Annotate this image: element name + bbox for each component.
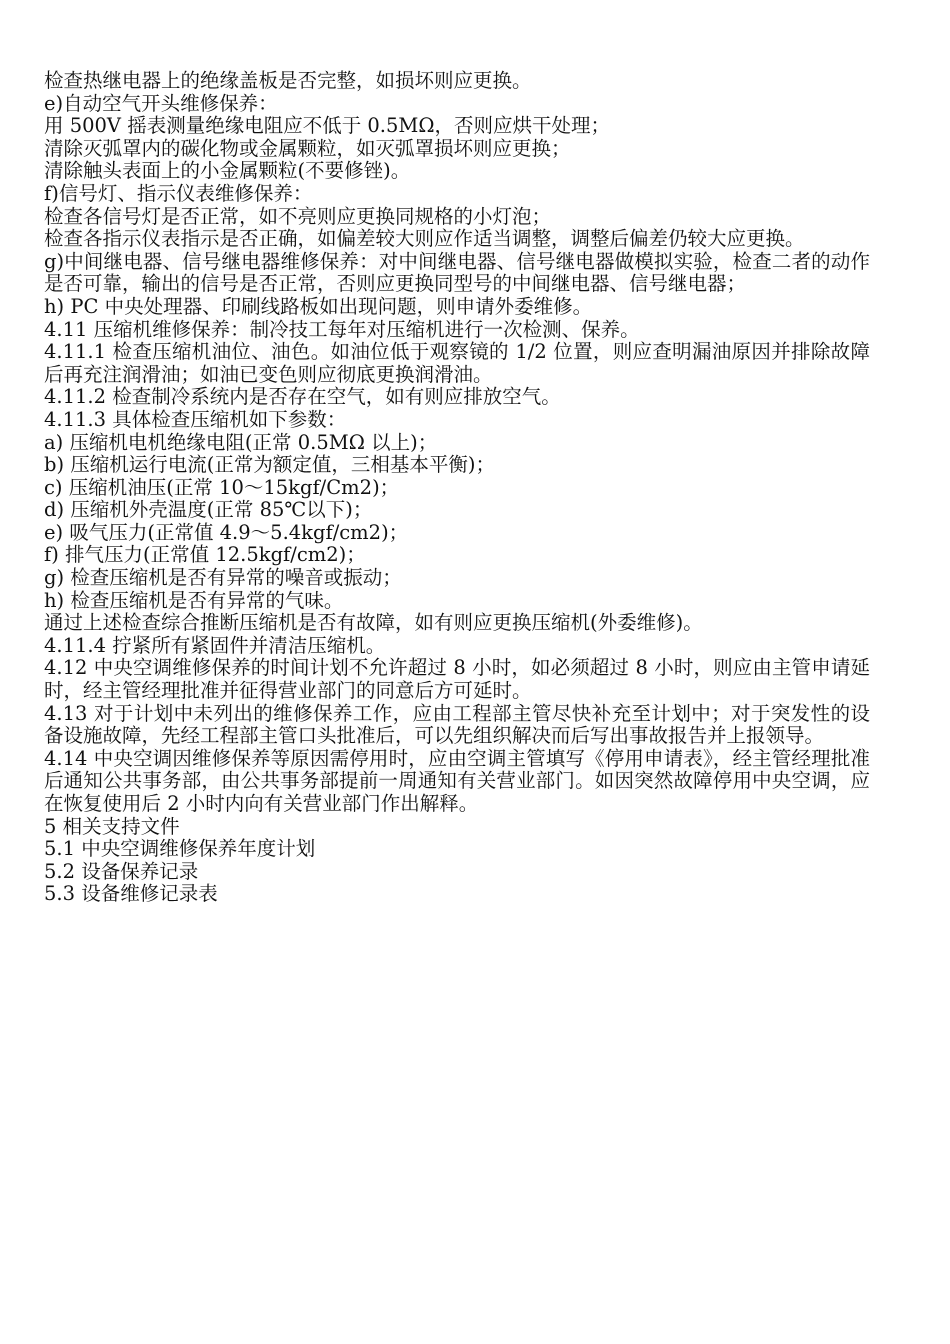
section-4-11-3-parameters: 4.11.3 具体检查压缩机如下参数： (44, 407, 347, 431)
paragraph-contact-cleaning: 清除触头表面上的小金属颗粒(不要修锉)。 (44, 159, 411, 183)
paragraph-relays: g)中间继电器、信号继电器维修保养：对中间继电器、信号继电器做模拟实验，检查二者的动作是否可靠，输出的信号是否正常，否则应更换同型号的中间继电器、信号继电器； (44, 249, 870, 296)
doc-5-2-maintenance-record: 5.2 设备保养记录 (44, 859, 199, 883)
list-item-h: h) 检查压缩机是否有异常的气味。 (44, 588, 344, 612)
list-item-a: a) 压缩机电机绝缘电阻(正常 0.5MΩ 以上)； (44, 430, 438, 454)
paragraph-diagnosis: 通过上述检查综合推断压缩机是否有故障，如有则应更换压缩机(外委维修)。 (44, 611, 703, 635)
section-4-11-4-fasteners: 4.11.4 拧紧所有紧固件并清洁压缩机。 (44, 633, 386, 657)
list-item-c: c) 压缩机油压(正常 10～15kgf/Cm2)； (44, 475, 400, 499)
section-4-11-1-oil: 4.11.1 检查压缩机油位、油色。如油位低于观察镜的 1/2 位置，则应查明漏油原因并排除故障后再充注润滑油；如油已变色则应彻底更换润滑油。 (44, 340, 870, 386)
section-4-11-2-air: 4.11.2 检查制冷系统内是否存在空气，如有则应排放空气。 (44, 385, 561, 409)
heading-air-switch: e)自动空气开头维修保养： (44, 91, 278, 115)
paragraph-arc-chute: 清除灭弧罩内的碳化物或金属颗粒，如灭弧罩损坏则应更换； (44, 136, 571, 160)
section-4-13-unplanned: 4.13 对于计划中未列出的维修保养工作，应由工程部主管尽快补充至计划中；对于突发性的设备设施故障，先经工程部主管口头批准后，可以先组织解决而后写出事故报告并上报领导。 (44, 701, 870, 748)
section-4-11-compressor: 4.11 压缩机维修保养：制冷技工每年对压缩机进行一次检测、保养。 (44, 317, 640, 341)
paragraph-pc-boards: h) PC 中央处理器、印刷线路板如出现问题，则申请外委维修。 (44, 294, 593, 318)
paragraph-thermal-relay-cover: 检查热继电器上的绝缘盖板是否完整，如损坏则应更换。 (44, 69, 532, 92)
list-item-b: b) 压缩机运行电流(正常为额定值，三相基本平衡)； (44, 453, 496, 477)
section-5-supporting-docs: 5 相关支持文件 (44, 814, 180, 838)
list-item-f: f) 排气压力(正常值 12.5kgf/cm2)； (44, 543, 366, 567)
section-4-14-shutdown: 4.14 中央空调因维修保养等原因需停用时，应由空调主管填写《停用申请表》，经主管经理批准后通知公共事务部，由公共事务部提前一周通知有关营业部门。如因突然故障停用中央空调，应在恢复使用后 2 小时内向有关营业部门作出解释。 (44, 746, 870, 815)
list-item-g: g) 检查压缩机是否有异常的噪音或振动； (44, 566, 402, 590)
section-4-12-time-plan: 4.12 中央空调维修保养的时间计划不允许超过 8 小时，如必须超过 8 小时，则应由主管申请延时，经主管经理批准并征得营业部门的同意后方可延时。 (44, 656, 870, 703)
paragraph-instrument-check: 检查各指示仪表指示是否正确，如偏差较大则应作适当调整，调整后偏差仍较大应更换。 (44, 227, 805, 251)
doc-5-1-annual-plan: 5.1 中央空调维修保养年度计划 (44, 837, 316, 861)
list-item-d: d) 压缩机外壳温度(正常 85℃以下)； (44, 498, 373, 522)
paragraph-insulation-test: 用 500V 摇表测量绝缘电阻应不低于 0.5MΩ，否则应烘干处理； (44, 114, 611, 138)
paragraph-signal-lamp-check: 检查各信号灯是否正常，如不亮则应更换同规格的小灯泡； (44, 204, 552, 228)
document-body (44, 70, 870, 906)
doc-5-3-repair-record: 5.3 设备维修记录表 (44, 882, 218, 906)
heading-signal-lamps: f)信号灯、指示仪表维修保养： (44, 181, 313, 205)
list-item-e: e) 吸气压力(正常值 4.9～5.4kgf/cm2)； (44, 520, 409, 544)
